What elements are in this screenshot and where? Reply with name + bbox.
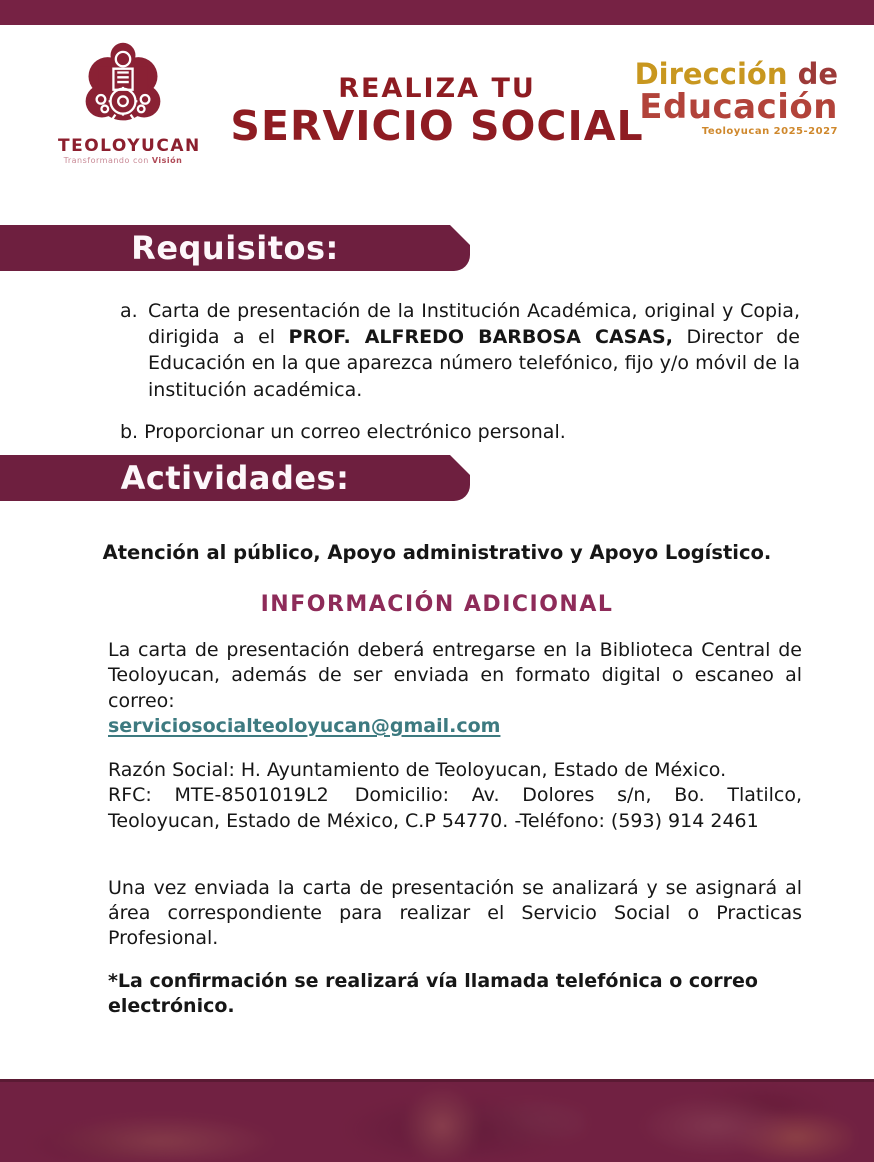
direccion-educacion-logo [634,57,838,138]
top-maroon-bar [0,0,874,25]
title-line-2: SERVICIO SOCIAL [230,102,644,151]
footer-photo-tint [0,1082,874,1162]
requisitos-heading: Requisitos: [131,229,339,267]
direccion-subtitle: Teoloyucan 2025-2027 [701,126,838,138]
item-a-text: Carta de presentación de la Institución Académica, original y Copia, dirigida a el PROF. ALFREDO BARBOSA CASAS, Director de Educación en la que aparezca número telefónico, fijo y/o móvil de la institución académica. [148,300,801,401]
actividades-heading: Actividades: [120,459,350,497]
actividades-text: Atención al público, Apoyo administrativo y Apoyo Logístico. [102,541,772,564]
requisitos-banner [0,225,470,271]
footer-photo-strip [0,1079,874,1162]
requisito-item-a [120,298,800,403]
info-adicional-section [108,638,802,1136]
info-adicional-heading: INFORMACIÓN ADICIONAL [260,592,614,617]
direccion-line: Dirección de [634,57,838,91]
info-paragraph-asignacion: Una vez enviada la carta de presentación se analizará y se asignará al área correspondiente para realizar el Servicio Social o Practicas Profesional. [108,876,802,950]
email-link[interactable]: serviciosocialteoloyucan@gmail.com [108,714,501,737]
title-line-1: REALIZA TU [338,73,536,104]
info-paragraph-confirmacion: *La confirmación se realizará vía llamada telefónica o correo electrónico. [108,969,758,1017]
logo-tagline: Transformando con Visión [63,156,183,165]
logo-wordmark: TEOLOYUCAN [58,136,201,156]
actividades-banner [0,455,470,501]
requisitos-list [120,298,800,445]
item-a-label: a. [120,300,138,322]
educacion-line: Educación [639,86,838,127]
info-paragraph-razon: Razón Social: H. Ayuntamiento de Teoloyucan, Estado de México. RFC: MTE-8501019L2 Domicilio: Av. Dolores s/n, Bo. Tlatilco, Teoloyucan, Estado de México, C.P 54770. -Teléfono: (593) 914 2461 [108,759,802,832]
director-name: PROF. ALFREDO BARBOSA CASAS, [288,326,673,349]
requisito-item-b: b. Proporcionar un correo electrónico personal. [120,420,566,443]
info-paragraph-entrega: La carta de presentación deberá entregarse en la Biblioteca Central de Teoloyucan, además de ser enviada en formato digital o escaneo al correo: serviciosocialteoloyucan@gmail.com [108,639,802,737]
